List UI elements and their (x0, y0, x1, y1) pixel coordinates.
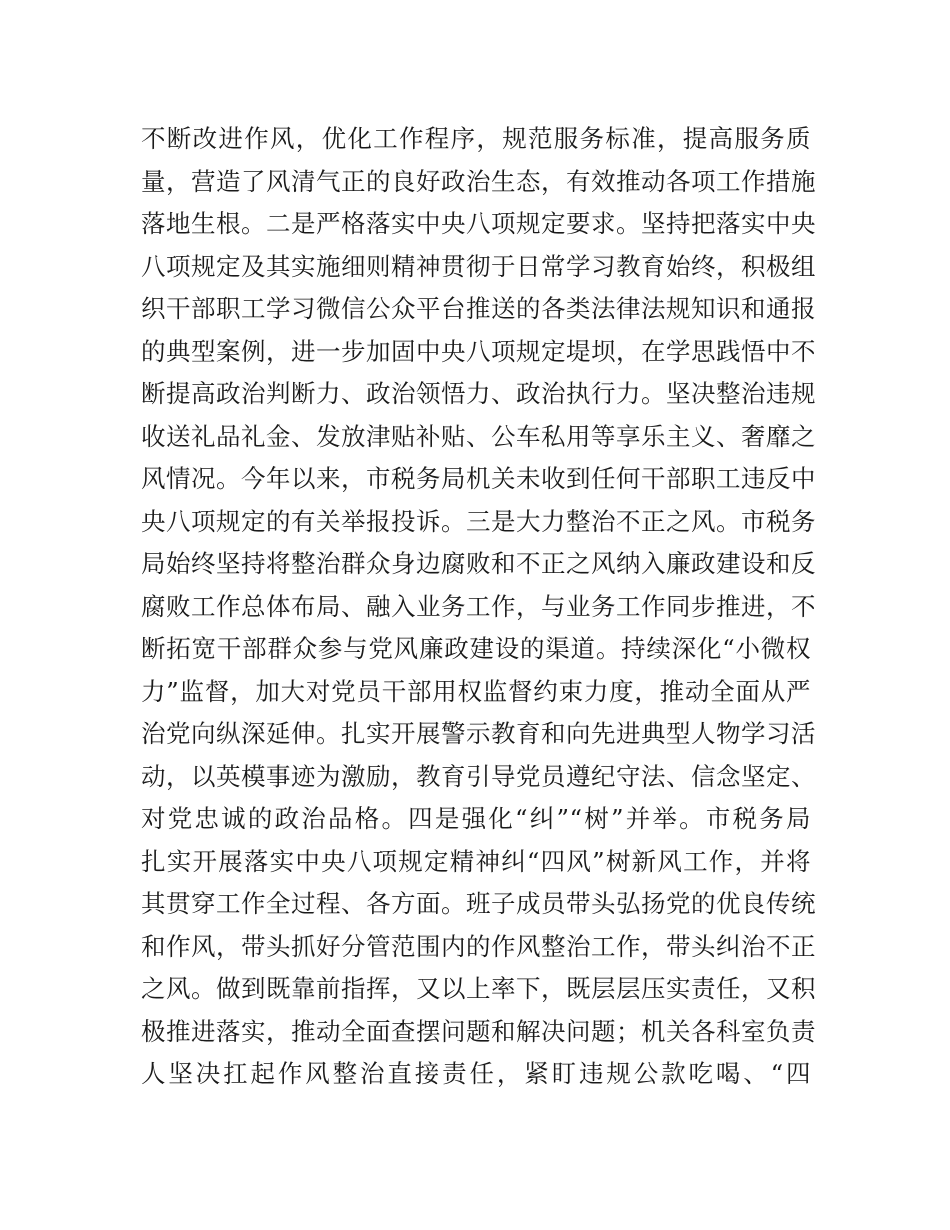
text-line-4: 八项规定及其实施细则精神贯彻于日常学习教育始终，积极组 (141, 251, 816, 281)
text-line-3: 落地生根。二是严格落实中央八项规定要求。坚持把落实中央 (141, 209, 816, 238)
text-line-10: 央八项规定的有关举报投诉。三是大力整治不正之风。市税务 (141, 506, 816, 536)
text-line-8: 收送礼品礼金、发放津贴补贴、公车私用等享乐主义、奢靡之 (141, 421, 816, 451)
text-line-20: 和作风，带头抓好分管范围内的作风整治工作，带头纠治不正 (141, 931, 816, 961)
text-line-11: 局始终坚持将整治群众身边腐败和不正之风纳入廉政建设和反 (141, 549, 816, 578)
text-line-17: 对党忠诚的政治品格。四是强化“纠”“树”并举。市税务局 (141, 804, 811, 833)
text-line-22: 极推进落实，推动全面查摆问题和解决问题；机关各科室负责 (141, 1016, 816, 1046)
text-line-7: 断提高政治判断力、政治领悟力、政治执行力。坚决整治违规 (141, 379, 816, 408)
text-line-13: 断拓宽干部群众参与党风廉政建设的渠道。持续深化“小微权 (141, 634, 811, 663)
text-line-2: 量，营造了风清气正的良好政治生态，有效推动各项工作措施 (141, 166, 816, 196)
text-line-15: 治党向纵深延伸。扎实开展警示教育和向先进典型人物学习活 (141, 719, 816, 748)
text-line-5: 织干部职工学习微信公众平台推送的各类法律法规知识和通报 (141, 294, 816, 323)
text-line-12: 腐败工作总体布局、融入业务工作，与业务工作同步推进，不 (141, 591, 816, 621)
text-line-1: 不断改进作风，优化工作程序，规范服务标准，提高服务质 (141, 124, 811, 153)
body-text (141, 118, 816, 1096)
text-line-23: 人坚决扛起作风整治直接责任，紧盯违规公款吃喝、“四 (141, 1059, 811, 1088)
text-line-6: 的典型案例，进一步加固中央八项规定堤坝，在学思践悟中不 (141, 336, 816, 366)
text-line-16: 动，以英模事迹为激励，教育引导党员遵纪守法、信念坚定、 (141, 761, 816, 791)
text-line-9: 风情况。今年以来，市税务局机关未收到任何干部职工违反中 (141, 464, 816, 493)
text-line-21: 之风。做到既靠前指挥，又以上率下，既层层压实责任，又积 (141, 974, 816, 1003)
text-line-14: 力”监督，加大对党员干部用权监督约束力度，推动全面从严 (141, 676, 811, 706)
text-line-19: 其贯穿工作全过程、各方面。班子成员带头弘扬党的优良传统 (141, 889, 816, 918)
text-line-18: 扎实开展落实中央八项规定精神纠“四风”树新风工作，并将 (141, 846, 811, 876)
